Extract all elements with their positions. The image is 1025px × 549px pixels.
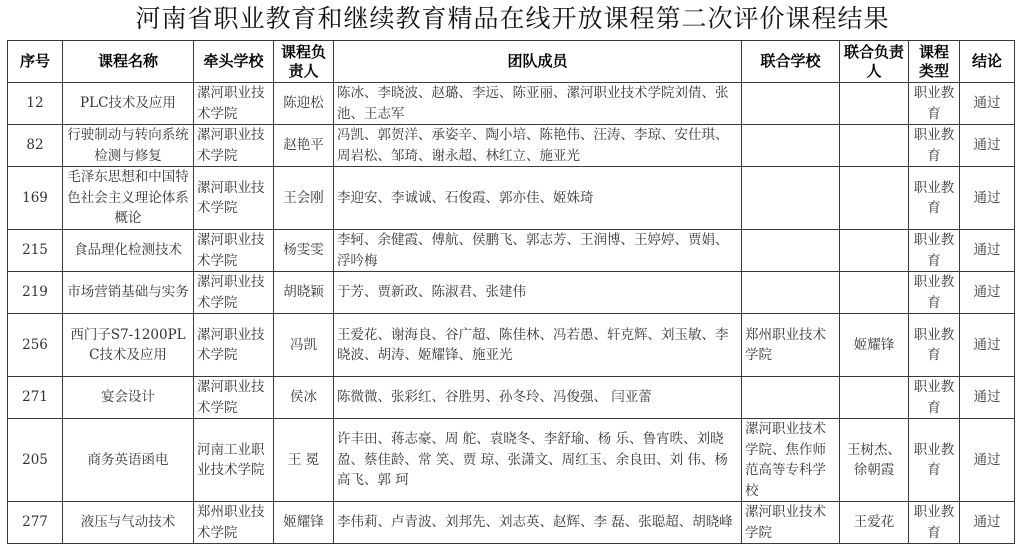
cell-joint-leader bbox=[840, 377, 909, 419]
cell-id: 215 bbox=[8, 230, 63, 272]
cell-type: 职业教育 bbox=[909, 167, 960, 230]
cell-joint-school bbox=[742, 125, 840, 167]
col-header-leader: 课程负责人 bbox=[274, 41, 334, 83]
cell-id: 82 bbox=[8, 125, 63, 167]
cell-id: 12 bbox=[8, 83, 63, 125]
col-header-team: 团队成员 bbox=[334, 41, 742, 83]
cell-lead-school: 漯河职业技术学院 bbox=[194, 272, 274, 314]
page-title: 河南省职业教育和继续教育精品在线开放课程第二次评价课程结果 bbox=[135, 4, 890, 33]
cell-team: 李迎安、李诚诚、石俊霞、郭亦佳、姬姝琦 bbox=[334, 167, 742, 230]
cell-joint-leader: 王树杰、徐朝霞 bbox=[840, 419, 909, 502]
cell-joint-school bbox=[742, 377, 840, 419]
cell-id: 277 bbox=[8, 502, 63, 544]
cell-leader: 胡晓颖 bbox=[274, 272, 334, 314]
table-row bbox=[8, 167, 1015, 230]
cell-joint-leader: 王爱花 bbox=[840, 502, 909, 544]
col-header-joint-leader: 联合负责人 bbox=[840, 41, 909, 83]
cell-joint-school bbox=[742, 167, 840, 230]
cell-leader: 杨雯雯 bbox=[274, 230, 334, 272]
cell-lead-school: 漯河职业技术学院 bbox=[194, 125, 274, 167]
cell-leader: 王会刚 bbox=[274, 167, 334, 230]
cell-leader: 赵艳平 bbox=[274, 125, 334, 167]
cell-lead-school: 漯河职业技术学院 bbox=[194, 167, 274, 230]
col-header-course: 课程名称 bbox=[63, 41, 194, 83]
cell-lead-school: 漯河职业技术学院 bbox=[194, 377, 274, 419]
cell-course: 行驶制动与转向系统检测与修复 bbox=[63, 125, 194, 167]
cell-joint-school bbox=[742, 272, 840, 314]
cell-leader: 姬耀锋 bbox=[274, 502, 334, 544]
cell-joint-school bbox=[742, 83, 840, 125]
cell-leader: 王 冕 bbox=[274, 419, 334, 502]
cell-type: 职业教育 bbox=[909, 125, 960, 167]
cell-team: 许丰田、蒋志豪、周 舵、袁晓冬、李舒瑜、杨 乐、鲁宵昳、刘晓盈、蔡佳龄、常 笑、贾 琼、张潇文、周红玉、余良田、刘 伟、杨高飞、郭 珂 bbox=[334, 419, 742, 502]
cell-lead-school: 郑州职业技术学院 bbox=[194, 502, 274, 544]
results-table bbox=[7, 40, 1015, 544]
col-header-id: 序号 bbox=[8, 41, 63, 83]
table-row bbox=[8, 419, 1015, 502]
col-header-lead-school: 牵头学校 bbox=[194, 41, 274, 83]
header-row bbox=[8, 41, 1015, 83]
cell-joint-school: 郑州职业技术学院 bbox=[742, 314, 840, 377]
cell-type: 职业教育 bbox=[909, 419, 960, 502]
cell-id: 256 bbox=[8, 314, 63, 377]
cell-result: 通过 bbox=[960, 502, 1015, 544]
cell-lead-school: 河南工业职业技术学院 bbox=[194, 419, 274, 502]
cell-result: 通过 bbox=[960, 83, 1015, 125]
cell-leader: 冯凯 bbox=[274, 314, 334, 377]
cell-team: 陈冰、李晓波、赵璐、李远、陈亚丽、漯河职业技术学院刘倩、张池、王志军 bbox=[334, 83, 742, 125]
cell-joint-leader: 姬耀锋 bbox=[840, 314, 909, 377]
cell-course: 宴会设计 bbox=[63, 377, 194, 419]
table-row bbox=[8, 272, 1015, 314]
cell-team: 于芳、贾新政、陈淑君、张建伟 bbox=[334, 272, 742, 314]
cell-result: 通过 bbox=[960, 419, 1015, 502]
cell-joint-school: 漯河职业技术学院 bbox=[742, 502, 840, 544]
cell-course: 西门子S7-1200PLC技术及应用 bbox=[63, 314, 194, 377]
cell-type: 职业教育 bbox=[909, 377, 960, 419]
table-row bbox=[8, 314, 1015, 377]
cell-id: 271 bbox=[8, 377, 63, 419]
cell-team: 李轲、余健霞、傅航、侯鹏飞、郭志芳、王润博、王婷婷、贾娟、浮吟梅 bbox=[334, 230, 742, 272]
cell-type: 职业教育 bbox=[909, 272, 960, 314]
cell-type: 职业教育 bbox=[909, 230, 960, 272]
cell-lead-school: 漯河职业技术学院 bbox=[194, 314, 274, 377]
cell-course: 食品理化检测技术 bbox=[63, 230, 194, 272]
cell-result: 通过 bbox=[960, 167, 1015, 230]
table-row bbox=[8, 125, 1015, 167]
cell-joint-leader bbox=[840, 83, 909, 125]
cell-result: 通过 bbox=[960, 377, 1015, 419]
cell-joint-leader bbox=[840, 125, 909, 167]
col-header-result: 结论 bbox=[960, 41, 1015, 83]
cell-joint-leader bbox=[840, 230, 909, 272]
cell-lead-school: 漯河职业技术学院 bbox=[194, 83, 274, 125]
col-header-joint-school: 联合学校 bbox=[742, 41, 840, 83]
cell-team: 李伟莉、卢青波、刘邦先、刘志英、赵辉、李 磊、张聪超、胡晓峰 bbox=[334, 502, 742, 544]
cell-course: 市场营销基础与实务 bbox=[63, 272, 194, 314]
table-row bbox=[8, 83, 1015, 125]
cell-team: 王爱花、谢海良、谷广超、陈佳林、冯若愚、轩克辉、刘玉敏、李晓波、胡涛、姬耀锋、施亚光 bbox=[334, 314, 742, 377]
cell-type: 职业教育 bbox=[909, 314, 960, 377]
cell-joint-leader bbox=[840, 272, 909, 314]
cell-course: 毛泽东思想和中国特色社会主义理论体系概论 bbox=[63, 167, 194, 230]
cell-result: 通过 bbox=[960, 272, 1015, 314]
cell-id: 219 bbox=[8, 272, 63, 314]
cell-joint-leader bbox=[840, 167, 909, 230]
cell-course: PLC技术及应用 bbox=[63, 83, 194, 125]
cell-joint-school bbox=[742, 230, 840, 272]
cell-lead-school: 漯河职业技术学院 bbox=[194, 230, 274, 272]
cell-id: 205 bbox=[8, 419, 63, 502]
col-header-type: 课程类型 bbox=[909, 41, 960, 83]
table-row bbox=[8, 230, 1015, 272]
cell-course: 商务英语函电 bbox=[63, 419, 194, 502]
cell-leader: 陈迎松 bbox=[274, 83, 334, 125]
cell-id: 169 bbox=[8, 167, 63, 230]
cell-joint-school: 漯河职业技术学院、焦作师范高等专科学校 bbox=[742, 419, 840, 502]
cell-type: 职业教育 bbox=[909, 502, 960, 544]
cell-result: 通过 bbox=[960, 314, 1015, 377]
table-row bbox=[8, 377, 1015, 419]
cell-team: 陈微微、张彩红、谷胜男、孙冬玲、冯俊强、 闫亚蕾 bbox=[334, 377, 742, 419]
cell-team: 冯凯、郭贺洋、承姿辛、陶小培、陈艳伟、汪涛、李琼、安仕琪、周岩松、邹琦、谢永超、林红立、施亚光 bbox=[334, 125, 742, 167]
cell-result: 通过 bbox=[960, 125, 1015, 167]
cell-result: 通过 bbox=[960, 230, 1015, 272]
table-row bbox=[8, 502, 1015, 544]
cell-type: 职业教育 bbox=[909, 83, 960, 125]
cell-course: 液压与气动技术 bbox=[63, 502, 194, 544]
cell-leader: 侯冰 bbox=[274, 377, 334, 419]
